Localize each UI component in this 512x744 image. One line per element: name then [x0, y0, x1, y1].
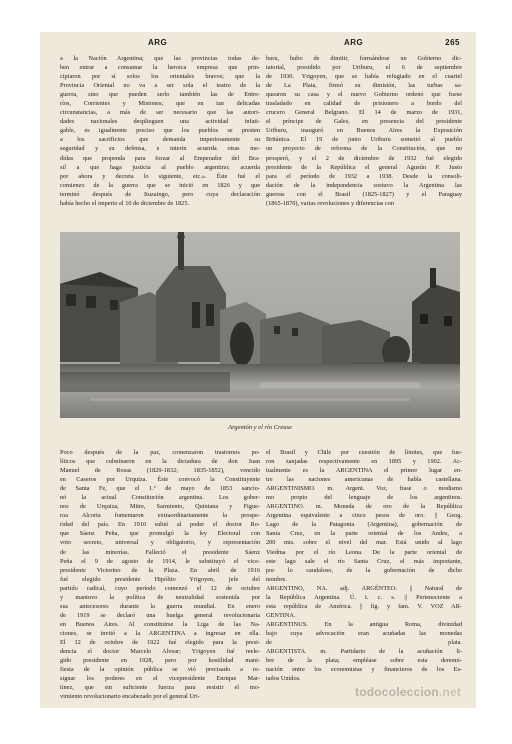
text-line: ARGENTINO. m. Moneda de oro de la República [266, 503, 462, 511]
page-number: 265 [445, 38, 460, 47]
text-line: quearon su casa y el nuevo Gobierno ordenó que fuese [266, 91, 462, 99]
text-line: en Buenos Aires. Al constituirse la Liga de las Na- [60, 620, 260, 628]
text-line: dación de la independencia sostuvo la Argentina las [266, 181, 462, 189]
text-line: nó la actual Constitución argentina. Los gober- [60, 494, 260, 502]
text-line: terminó después de Ituzaingo, pero cuya declaración [60, 190, 260, 198]
column-bottom-right [266, 448, 462, 683]
text-line: (1865-1870), varias revoluciones y diferencias con [266, 199, 394, 207]
text-line: de La Plata, firmó su dimisión, las turbas sa- [266, 82, 462, 90]
text-line: el príncipe de Gales, en presencia del presidente [266, 118, 462, 126]
town-river-photo [60, 232, 460, 418]
text-line: guerra, sino que pueden serlo también las de Entre- [60, 91, 260, 99]
text-line: esta república de América. || fig. y fam. V. VOZ AR- [266, 602, 462, 610]
text-line: seguridad y su defensa, e interin acuerda otras me- [60, 145, 260, 153]
text-line: a la Nación Argentina; que las provincias todas de- [60, 55, 260, 62]
text-line: líticos que culminaron en la dictadura de don Juan [60, 458, 260, 466]
text-line: presidente de la República el general Agustín P. Justo [266, 163, 462, 171]
text-line: la República Argentina. Ú. t. c. s. || Perteneciente a [266, 593, 462, 601]
text-line: de plata. [266, 638, 462, 646]
text-line: partido radical, cuyo período comenzó el 12 de octubre [60, 584, 260, 592]
text-line: ARGENTINO, NA. adj. ARGÉNTEO. || Natural de [266, 584, 462, 592]
text-line: ben entrar a consumar la heroica empresa que prin- [60, 64, 260, 72]
text-line: trasladado en calidad de prisionero a bordo del [266, 100, 462, 108]
watermark-suffix: .net [438, 685, 462, 699]
column-top-left [60, 54, 260, 208]
text-line: tados Unidos. [266, 675, 301, 683]
text-line: sus antecesores durante la guerra mundial. En enero [60, 602, 260, 610]
text-line: por lo caudaloso, de la gobernación de dicho [266, 566, 462, 574]
watermark-brand: todocoleccion [355, 685, 439, 699]
text-line: guerras con el Brasil (1825-1827) y el Paraguay [266, 190, 462, 198]
text-line: gable, es igualmente preciso que los pueblos se presten [60, 127, 260, 135]
text-line: Uriburu, inauguró en Buenos Aires la Exposición [266, 127, 462, 135]
text-line: de 1930. Yrigoyen, que se había refugiado en el cuartel [266, 73, 462, 81]
text-line: ARGENTISTA. m. Partidario de la acuñación li- [266, 648, 462, 656]
text-line: un proyecto de reforma de la Constitución, que no [266, 145, 462, 153]
text-line: para el período de 1932 a 1938. Desde la consoli- [266, 172, 462, 180]
running-head-left: ARG [148, 38, 168, 47]
text-line: ron zanjadas respectivamente en 1895 y 1902. Ac- [266, 458, 462, 466]
text-line: bajo cuya advocación eran acuñadas las monedas [266, 629, 462, 637]
text-line: por ahora y decreta lo siguiente, etc.». Éste fué el [60, 172, 260, 180]
text-line: de Santa Fe, que el 1.º de mayo de 1853 sancio- [60, 485, 260, 493]
text-line: de las minorías. Falleció el presidente Sáenz [60, 548, 260, 556]
running-head-right: ARG [344, 38, 364, 47]
text-line: ríos, Corrientes y Misiones; que en tan delicadas [60, 100, 260, 108]
photo-illustration [60, 232, 460, 418]
text-line: bre de la plata; empléase sobre esta denomi- [266, 657, 462, 665]
text-line: ARGENTINISMO. m. Argent. Voz, frase o modismo [266, 485, 462, 493]
text-line: Provincia Oriental no va a ser sola el teatro de la [60, 82, 260, 90]
text-line: didas que propenda para forzar al Emperador del Bra- [60, 154, 260, 162]
text-line: el Brasil y Chile por cuestión de límites, que fue- [266, 449, 462, 456]
text-line: voto secreto, universal y obligatorio, y representación [60, 539, 260, 547]
text-line: había hecho el imperio el 10 de diciembre de 1825. [60, 199, 190, 207]
text-line: nombre. [266, 575, 287, 583]
text-line: y mantuvo la política de neutralidad sostenida por [60, 593, 260, 601]
column-bottom-left [60, 448, 260, 701]
column-top-right [266, 54, 462, 208]
text-line: tínez, que sin suficiente fuerza para resistir el mo- [60, 684, 260, 692]
text-line: signar los poderes en el vicepresidente Enrique Mar- [60, 675, 260, 683]
text-line: circunstancias, a más de ser necesario que las autori- [60, 109, 260, 117]
text-line: dencia el doctor Marcelo Alvear; Yrigoyen fué reele- [60, 648, 260, 656]
text-line: Poco después de la paz, comenzaron trastornos po- [60, 449, 260, 456]
watermark [355, 685, 461, 699]
text-line: cipiaron por sí solos los orientales bravos; que la [60, 73, 260, 81]
text-line: sil a que haga justicia al pueblo argentino; acuerda [60, 163, 260, 171]
text-line: ciones, se invitó a la ARGENTINA a ingresar en ella. [60, 629, 260, 637]
text-line: crucero General Belgrano. El 14 de marzo de 1931, [266, 109, 462, 117]
text-line: buru, hubo de dimitir, formándose un Gobierno dic- [266, 55, 462, 62]
text-line: Peña el 9 de agosto de 1914, le substituyó el vice- [60, 557, 260, 565]
book-page [40, 32, 476, 708]
text-line: tualmente es la ARGENTINA el primer lugar en- [266, 467, 462, 475]
text-line: en Caseros por Urquiza. Éste convocó la Constituyente [60, 476, 260, 484]
text-line: vimiento revolucionario encabezado por el general Uri- [60, 693, 200, 701]
text-line: Manuel de Rosas (1829-1832; 1835-1852), vencido [60, 467, 260, 475]
text-line: Santa Cruz, en la parte oriental de los Andes, a [266, 530, 462, 538]
text-line: Argentina equivalente a cinco pesos de oro. || Geog. [266, 512, 462, 520]
text-line: tatorial, presidido por Uriburu, el 6 de septiembre [266, 64, 462, 72]
text-line: tre las naciones americanas de habla castellana. [266, 476, 462, 484]
text-line: de 1919 se declaró una huelga general revolucionaria [60, 611, 260, 619]
text-line: 200 mts. sobre el nivel del mar. Está unido al lago [266, 539, 462, 547]
text-line: presidente Victorino de la Plaza. En abril de 1916 [60, 566, 260, 574]
text-line: El 12 de octubre de 1922 fué elegido para la presi- [60, 638, 260, 646]
text-line: comienzo de la guerra que se inició en 1826 y que [60, 181, 260, 189]
text-line: nos de Urquiza, Mitre, Sarmiento, Quintana y Figue- [60, 503, 260, 511]
text-line: mo propio del lenguaje de los argentinos. [266, 494, 462, 502]
text-line: fué elegido presidente Hipólito Yrigoyen, jefe del [60, 575, 260, 583]
text-line: nación entre los economistas y financieros de los Es- [266, 666, 462, 674]
text-line: gido presidente en 1928, pero por hostilidad mani- [60, 657, 260, 665]
text-line: dades nacionales desplieguen una actividad infati- [60, 118, 260, 126]
text-line: a los sacrificios que demanda imperiosamente su [60, 136, 260, 144]
text-line: que Sáenz Peña, que promulgó la ley Electoral con [60, 530, 260, 538]
text-line: roa Alcorta fomentaron extraordinariamente la prospe- [60, 512, 260, 520]
text-line: Británica. El 19 de junio Uriburu sometió al pueblo [266, 136, 462, 144]
text-line: prosperó, y el 2 de diciembre de 1932 fué elegido [266, 154, 462, 162]
text-line: fiesta de la opinión pública se vió precisado a re- [60, 666, 260, 674]
text-line: GENTINA. [266, 611, 296, 619]
photo-caption: Argentón y el río Creuse [228, 424, 292, 431]
text-line: ridad del país. En 1910 subió al poder el doctor Ro- [60, 521, 260, 529]
text-line: Viedma por el río Leona. De la parte oriental de [266, 548, 462, 556]
text-line: Lago de la Patagonia (Argentina), gobernación de [266, 521, 462, 529]
text-line: este lago sale el río Santa Cruz, el más importante, [266, 557, 462, 565]
text-line: ARGENTINUS. En la antigua Roma, divinidad [266, 620, 462, 628]
